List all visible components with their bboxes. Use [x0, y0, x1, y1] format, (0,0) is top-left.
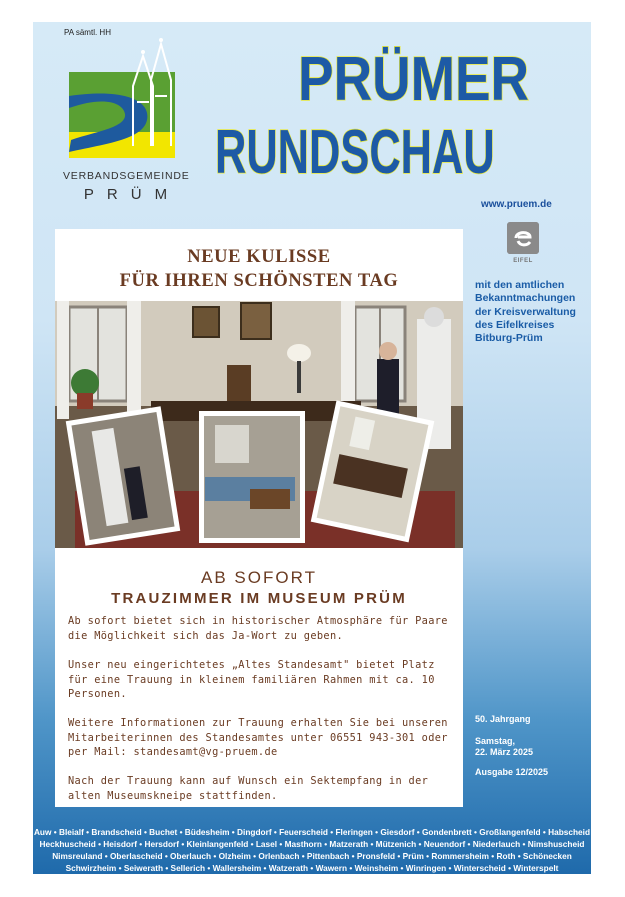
places-line: Schwirzheim • Seiwerath • Sellerich • Wallersheim • Watzerath • Wawern • Weinsheim • Winringen • Winterscheid • Winterspelt	[65, 863, 559, 873]
pa-label: PA sämtl. HH	[64, 28, 111, 37]
ad-paragraph: Unser neu eingerichtetes „Altes Standesamt" bietet Platz für eine Trauung in kleinem familiären Rahmen mit ca. 10 Personen.	[68, 659, 435, 701]
ad-paragraph: Nach der Trauung kann auf Wunsch ein Sektempfang in der alten Museumskneipe stattfinden.	[68, 775, 429, 802]
masthead-title-line2: RUNDSCHAU	[215, 118, 495, 187]
edition-date: 22. März 2025	[475, 747, 534, 757]
eifel-logo-icon	[507, 222, 539, 254]
verbandsgemeinde-logo	[63, 36, 185, 166]
publisher-note: mit den amtlichen Bekanntmachungen der Kreisverwaltung des Eifelkreises Bitburg-Prüm	[475, 279, 576, 345]
website-link[interactable]: www.pruem.de	[481, 199, 552, 210]
edition-issue: Ausgabe 12/2025	[475, 767, 549, 777]
ad-paragraph: Weitere Informationen zur Trauung erhalten Sie bei unseren Mitarbeiterinnen des Standesamtes unter 06551 943-301 oder per Mail: standesamt@vg-pruem.de	[68, 717, 448, 759]
edition-day: Samstag,	[475, 736, 516, 746]
newspaper-cover	[33, 22, 591, 874]
ad-paragraph: Ab sofort bietet sich in historischer Atmosphäre für Paare die Möglichkeit sich das Ja-Wort zu geben.	[68, 615, 448, 642]
ad-subheadline-now: AB SOFORT	[201, 568, 317, 587]
masthead-title-line1: PRÜMER	[298, 45, 530, 114]
logo-caption: VERBANDSGEMEINDE	[63, 170, 190, 182]
wedding-room-photo	[55, 301, 463, 548]
places-line: Heckhuscheid • Heisdorf • Hersdorf • Kleinlangenfeld • Lasel • Masthorn • Matzerath • Mützenich • Neuendorf • Niederlauch • Nimshuscheid	[39, 839, 585, 849]
ad-headline-line2: FÜR IHREN SCHÖNSTEN TAG	[119, 271, 399, 291]
ad-headline-line1: NEUE KULISSE	[187, 247, 331, 267]
logo-town: PRÜM	[83, 186, 181, 203]
eifel-label: EIFEL	[513, 258, 533, 264]
places-line: Nimsreuland • Oberlascheid • Oberlauch • Olzheim • Orlenbach • Pittenbach • Pronsfeld • Prüm • Rommersheim • Roth • Schönecken	[52, 851, 572, 861]
wedding-ad	[55, 229, 463, 807]
municipalities-list	[33, 826, 591, 874]
places-line: Auw • Bleialf • Brandscheid • Buchet • Büdesheim • Dingdorf • Feuerscheid • Fleringen • Giesdorf • Gondenbrett • Großlangenfeld • Habscheid	[33, 827, 591, 837]
edition-volume: 50. Jahrgang	[475, 714, 531, 724]
ad-subheadline-room: TRAUZIMMER IM MUSEUM PRÜM	[111, 590, 407, 607]
